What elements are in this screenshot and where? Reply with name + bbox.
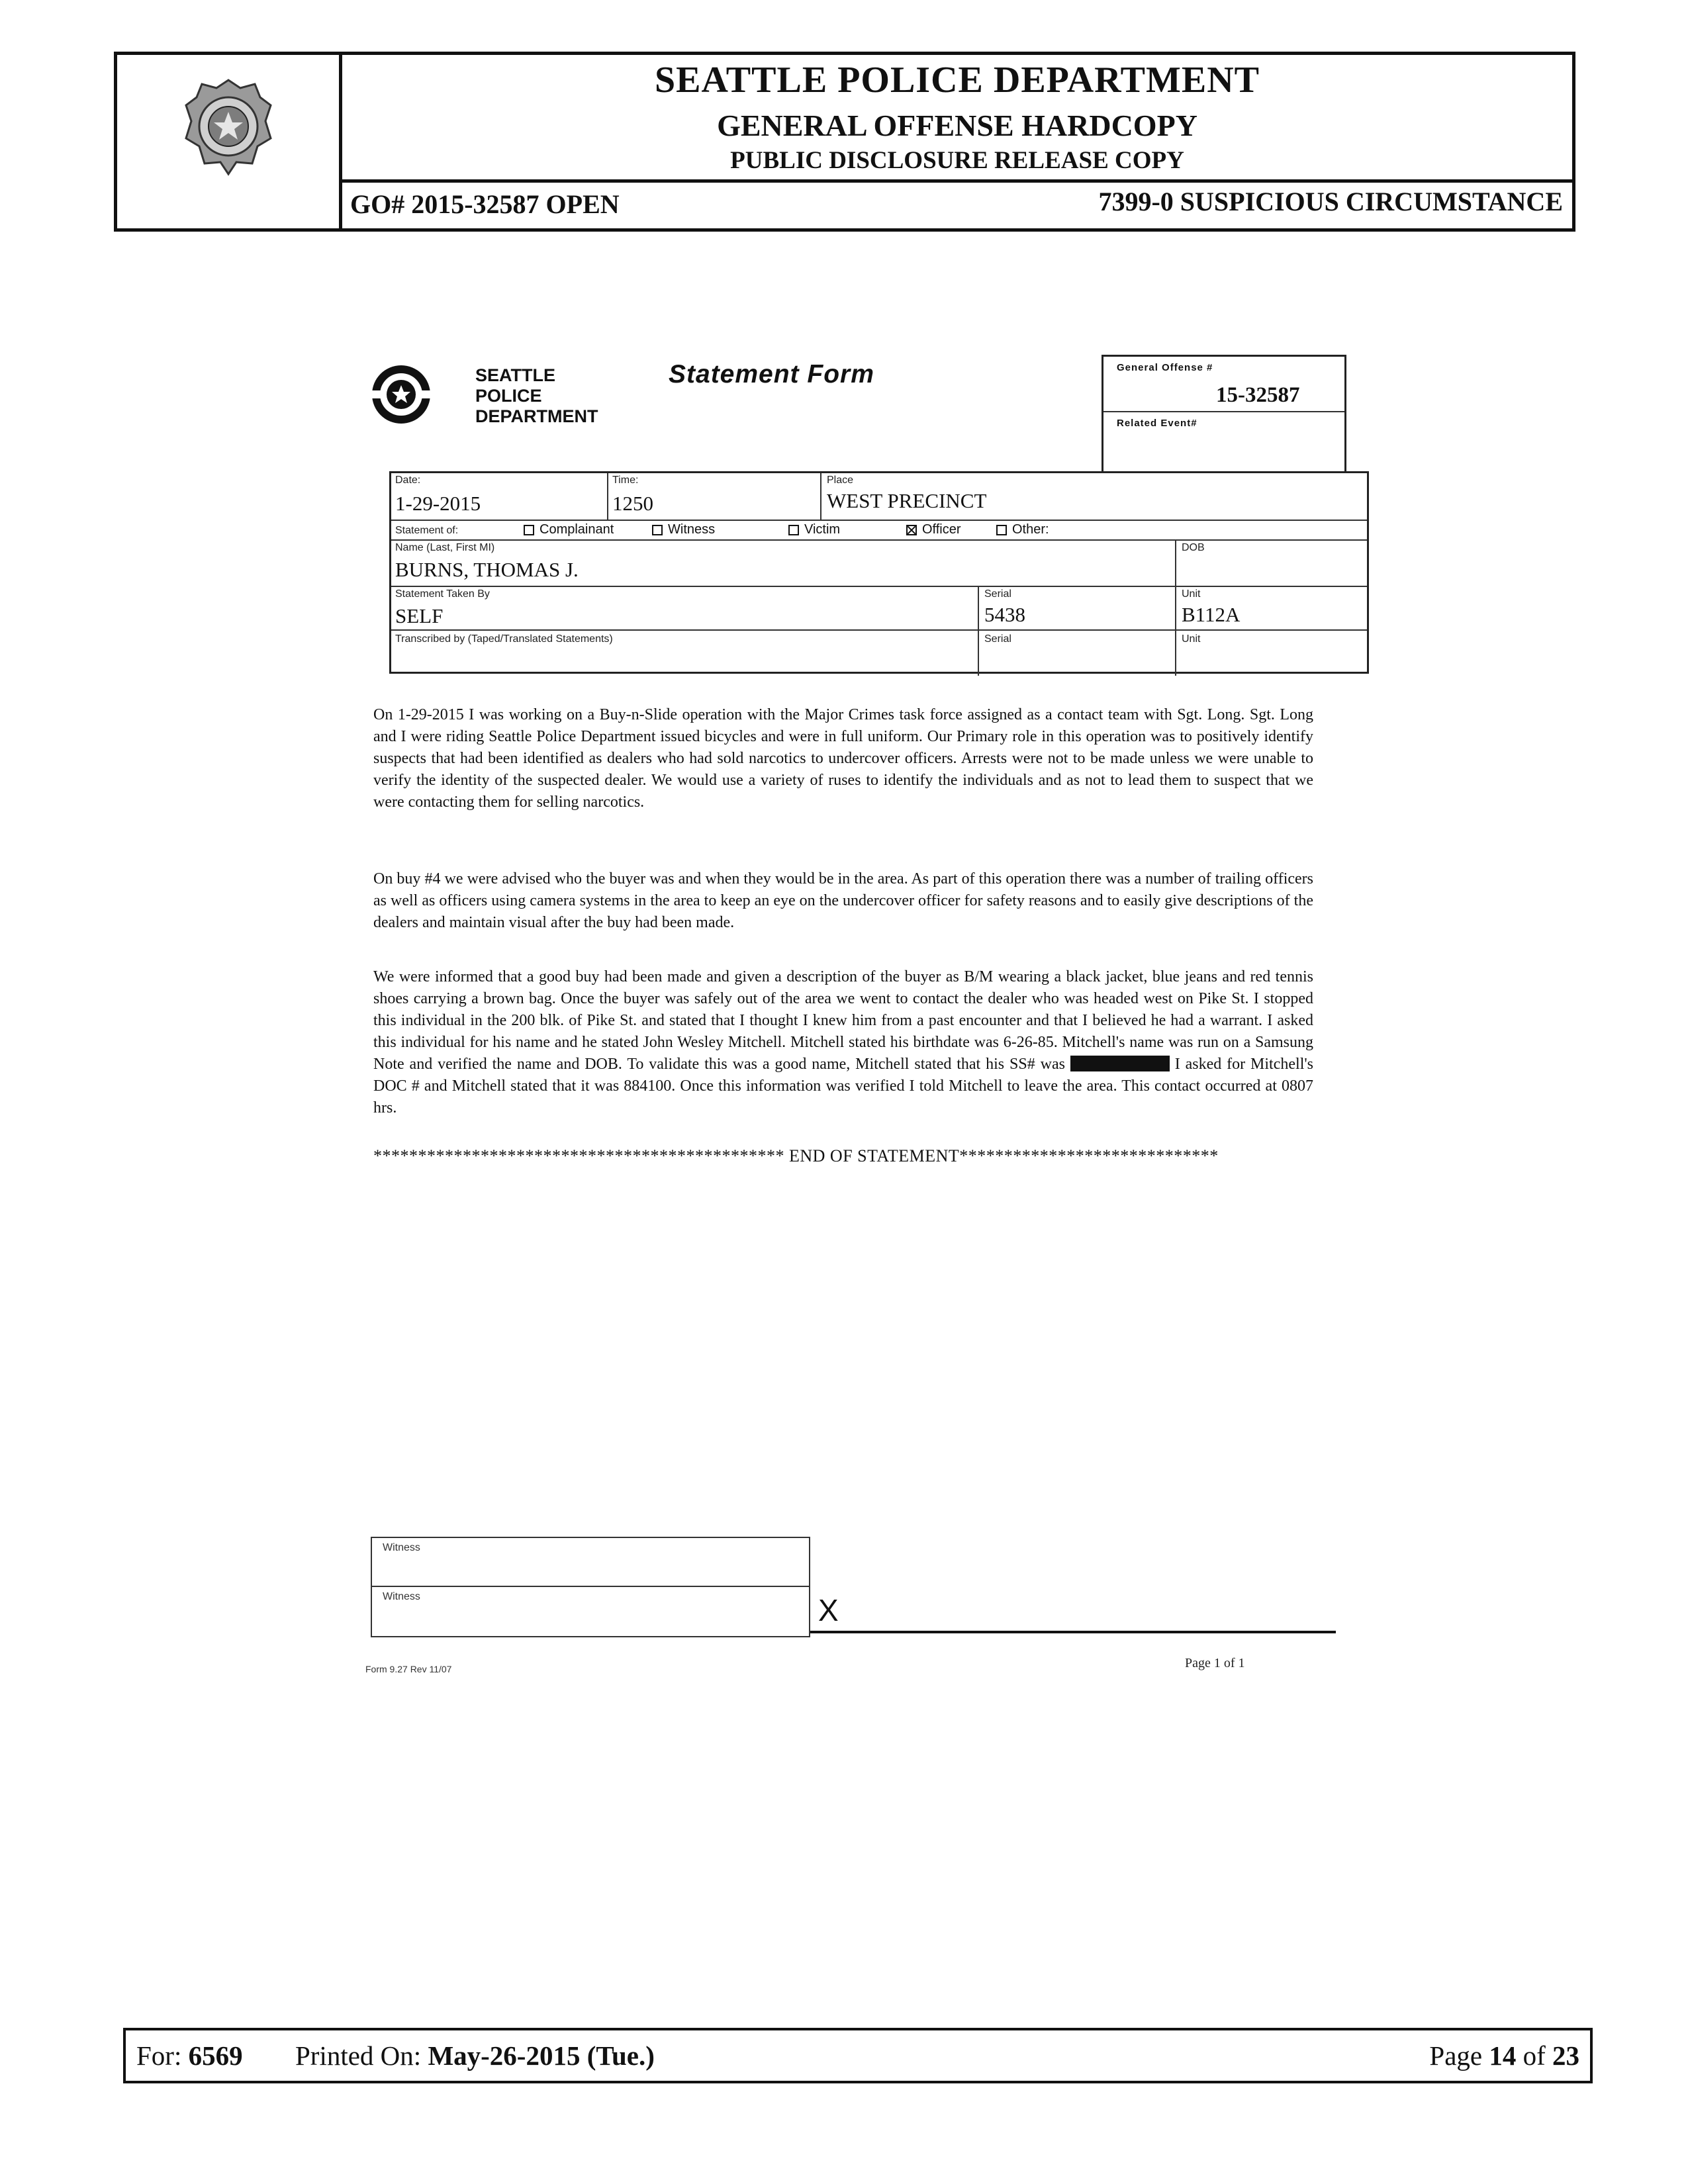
dept-line-3: DEPARTMENT: [475, 406, 598, 426]
date-value: 1-29-2015: [395, 492, 481, 515]
narrative-paragraph: [373, 966, 1313, 1119]
serial-label-2: Serial: [984, 633, 1011, 645]
grid-rule: [820, 473, 821, 520]
name-value: BURNS, THOMAS J.: [395, 558, 579, 581]
header-divider: [339, 179, 1572, 183]
report-title: SEATTLE POLICE DEPARTMENT: [655, 60, 1260, 101]
footer-for: [136, 2040, 243, 2071]
time-label: Time:: [612, 475, 639, 486]
unit-label-2: Unit: [1182, 633, 1201, 645]
spd-logo-icon: [368, 361, 434, 428]
taken-by-value: SELF: [395, 604, 444, 627]
police-badge-icon: [183, 77, 273, 177]
grid-rule: [391, 520, 1367, 521]
footer-printed: [295, 2040, 655, 2071]
victim-checkbox[interactable]: [788, 522, 840, 537]
witness-2-label: Witness: [383, 1591, 420, 1602]
serial-label: Serial: [984, 588, 1011, 600]
unit-value: B112A: [1182, 603, 1241, 626]
page-label: Page: [1429, 2040, 1483, 2071]
witness-checkbox[interactable]: [652, 522, 715, 537]
general-offense-box: [1102, 355, 1346, 471]
go-number: GO# 2015-32587 OPEN: [350, 189, 620, 219]
report-header: [114, 52, 1575, 232]
go-box-divider: [1103, 411, 1344, 412]
witness-box: [371, 1537, 810, 1637]
name-label: Name (Last, First MI): [395, 542, 495, 553]
narrative-text: We were informed that a good buy had been made and given a description of the buyer as B/M wearing a black jacket, blue jeans and red tennis shoes carrying a brown bag. Once the buyer was safely out of the area we went to contact the dealer who was headed west on Pike St. I stopped this individual in the 200 blk. of Pike St. and stated that I thought I knew him from a past encounter and that I believed he had a warrant. I asked this individual for his name and he stated John Wesley Mitchell. Mitchell stated his birthdate was 6-26-85. Mitchell's name was run on a Samsung Note and verified the name and DOB. To validate this was a good name, Mitchell stated that his SS# was: [373, 968, 1313, 1073]
dept-line-2: POLICE: [475, 386, 542, 406]
release-label: PUBLIC DISCLOSURE RELEASE COPY: [730, 147, 1184, 174]
checkbox-label: Victim: [804, 522, 841, 537]
header-logo-cell: [117, 55, 342, 228]
narrative-paragraph: On buy #4 we were advised who the buyer was and when they would be in the area. As part of this operation there was a number of trailing officers as well as officers using camera systems in the area to keep an eye on the undercover officer for safety reasons and to easily give descriptions of the dealers and maintain visual after the buy had been made.: [373, 870, 1313, 931]
dept-line-1: SEATTLE: [475, 365, 555, 385]
grid-rule: [391, 586, 1367, 587]
checkbox-label: Officer: [922, 522, 961, 537]
grid-rule: [607, 473, 608, 520]
narrative-text: I asked for Mitchell's DOC # and Mitchell stated that it was 884100. Once this information was verified I told Mitchell to leave the area. This contact occurred at 0807 hrs.: [373, 1056, 1314, 1116]
page-of-label: of: [1523, 2040, 1546, 2071]
statement-of-label: Statement of:: [395, 525, 459, 536]
report-subtitle: GENERAL OFFENSE HARDCOPY: [717, 109, 1197, 142]
grid-rule: [978, 586, 979, 676]
place-label: Place: [827, 475, 854, 486]
date-label: Date:: [395, 475, 421, 486]
statement-info-grid: [389, 471, 1369, 674]
printed-day: (Tue.): [586, 2040, 655, 2071]
checkbox-label: Witness: [668, 522, 716, 537]
printed-date: May-26-2015: [428, 2040, 581, 2071]
footer-page: [1429, 2040, 1579, 2071]
place-value: WEST PRECINCT: [827, 489, 987, 512]
redaction-block: [1070, 1056, 1170, 1071]
end-of-statement: ********************************************** END OF STATEMENT*****************************: [373, 1146, 1219, 1165]
checkbox-box-checked: [906, 525, 917, 535]
for-label: For:: [136, 2040, 182, 2071]
print-footer: [123, 2028, 1593, 2083]
checkbox-box: [788, 525, 799, 535]
officer-checkbox[interactable]: [906, 522, 961, 537]
form-number: Form 9.27 Rev 11/07: [365, 1664, 452, 1674]
dob-label: DOB: [1182, 542, 1205, 553]
for-value: 6569: [188, 2040, 243, 2071]
general-offense-label: General Offense #: [1117, 362, 1213, 373]
related-event-label: Related Event#: [1117, 418, 1197, 429]
witness-divider: [372, 1586, 809, 1587]
signature-line: [810, 1631, 1336, 1633]
serial-value: 5438: [984, 603, 1025, 626]
checkbox-label: Other:: [1012, 522, 1049, 537]
grid-rule: [391, 539, 1367, 541]
form-dept-name: [475, 365, 598, 427]
signature-x-mark: X: [818, 1593, 839, 1627]
printed-label: Printed On:: [295, 2040, 422, 2071]
general-offense-value: 15-32587: [1216, 383, 1300, 407]
time-value: 1250: [612, 492, 653, 515]
other-checkbox[interactable]: [996, 522, 1049, 537]
grid-rule: [1175, 586, 1176, 676]
witness-1-label: Witness: [383, 1542, 420, 1553]
form-page-count: Page 1 of 1: [1185, 1656, 1245, 1670]
checkbox-box: [996, 525, 1007, 535]
form-title: Statement Form: [669, 360, 874, 388]
checkbox-box: [524, 525, 534, 535]
page-number: 14: [1489, 2040, 1517, 2071]
page-total: 23: [1552, 2040, 1579, 2071]
offense-code: 7399-0 SUSPICIOUS CIRCUMSTANCE: [1098, 187, 1563, 216]
grid-rule: [391, 629, 1367, 631]
transcribed-by-label: Transcribed by (Taped/Translated Statements): [395, 633, 613, 645]
unit-label: Unit: [1182, 588, 1201, 600]
checkbox-box: [652, 525, 663, 535]
grid-rule: [1175, 539, 1176, 586]
taken-by-label: Statement Taken By: [395, 588, 490, 600]
complainant-checkbox[interactable]: [524, 522, 614, 537]
checkbox-label: Complainant: [539, 522, 614, 537]
narrative-paragraph: On 1-29-2015 I was working on a Buy-n-Slide operation with the Major Crimes task force assigned as a contact team with Sgt. Long. Sgt. Long and I were riding Seattle Police Department issued bicycles and were in full uniform. Our Primary role in this operation was to positively identify suspects that had been identified as dealers who had sold narcotics to undercover officers. Arrests were not to be made unless we were unable to verify the identity of the suspected dealer. We would use a variety of ruses to identify the individuals and as not to lead them to suspect that we were contacting them for selling narcotics.: [373, 706, 1313, 811]
